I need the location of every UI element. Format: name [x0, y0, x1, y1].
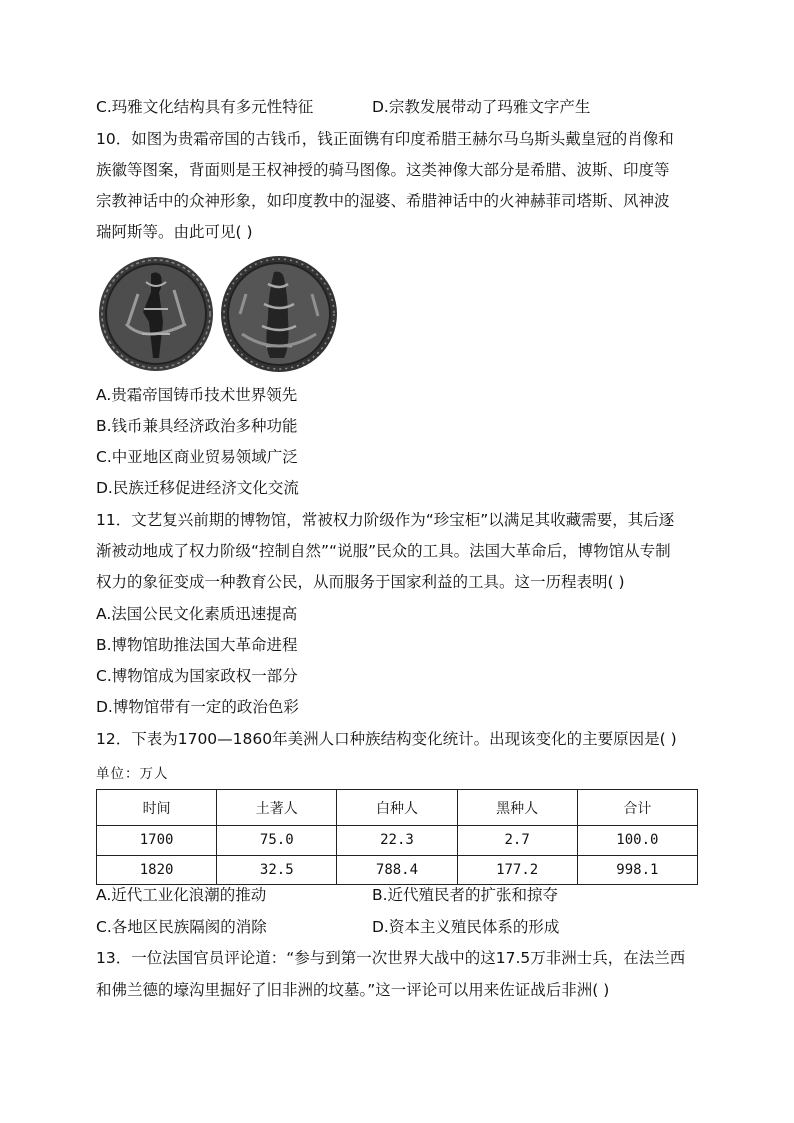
q10-option-c: C.中亚地区商业贸易领域广泛 — [96, 448, 298, 466]
q11-stem-line-3: 权力的象征变成一种教育公民，从而服务于国家利益的工具。这一历程表明( ) — [96, 573, 625, 591]
table-header: 土著人 — [217, 790, 337, 826]
table-cell: 22.3 — [337, 826, 457, 855]
table-cell: 1700 — [97, 826, 217, 855]
table-header: 白种人 — [337, 790, 457, 826]
q10-stem-line-3: 宗教神话中的众神形象，如印度教中的湿婆、希腊神话中的火神赫菲司塔斯、风神波 — [96, 192, 670, 210]
q11-option-c: C.博物馆成为国家政权一部分 — [96, 667, 298, 685]
coin-reverse — [221, 256, 337, 372]
q11-stem-line-2: 渐被动地成了权力阶级“控制自然”“说服”民众的工具。法国大革命后，博物馆从专制 — [96, 542, 671, 560]
table-row — [97, 826, 698, 855]
q10-stem-line-2: 族徽等图案，背面则是王权神授的骑马图像。这类神像大部分是希腊、波斯、印度等 — [96, 161, 670, 179]
table-cell: 998.1 — [577, 855, 697, 884]
q12-option-d: D.资本主义殖民体系的形成 — [372, 918, 560, 936]
q12-unit-label: 单位：万人 — [96, 766, 169, 782]
table-cell: 177.2 — [457, 855, 577, 884]
table-header: 黑种人 — [457, 790, 577, 826]
q13-stem-line-1: 13．一位法国官员评论道：“参与到第一次世界大战中的这17.5万非洲士兵，在法兰西 — [96, 949, 686, 967]
q10-option-a: A.贵霜帝国铸币技术世界领先 — [96, 386, 298, 404]
q9-option-d: D.宗教发展带动了玛雅文字产生 — [372, 98, 591, 116]
q10-stem-line-4: 瑞阿斯等。由此可见( ) — [96, 223, 253, 241]
table-header-row — [97, 790, 698, 826]
q11-option-a: A.法国公民文化素质迅速提高 — [96, 605, 298, 623]
table-cell: 75.0 — [217, 826, 337, 855]
coin-obverse — [99, 257, 213, 371]
q10-stem-line-1: 10．如图为贵霜帝国的古钱币，钱正面镌有印度希腊王赫尔马乌斯头戴皇冠的肖像和 — [96, 130, 674, 148]
table-header: 合计 — [577, 790, 697, 826]
q11-option-d: D.博物馆带有一定的政治色彩 — [96, 698, 299, 716]
q9-option-c: C.玛雅文化结构具有多元性特征 — [96, 98, 314, 116]
q11-option-b: B.博物馆助推法国大革命进程 — [96, 636, 298, 654]
q12-option-b: B.近代殖民者的扩张和掠夺 — [372, 886, 559, 904]
q13-stem-line-2: 和佛兰德的壕沟里掘好了旧非洲的坟墓。”这一评论可以用来佐证战后非洲( ) — [96, 981, 610, 999]
table-cell: 2.7 — [457, 826, 577, 855]
q12-option-a: A.近代工业化浪潮的推动 — [96, 886, 267, 904]
table-row — [97, 855, 698, 884]
table-cell: 32.5 — [217, 855, 337, 884]
q12-option-c: C.各地区民族隔阂的消除 — [96, 918, 267, 936]
table-cell: 788.4 — [337, 855, 457, 884]
table-cell: 1820 — [97, 855, 217, 884]
population-table — [96, 789, 698, 885]
q11-stem-line-1: 11．文艺复兴前期的博物馆，常被权力阶级作为“珍宝柜”以满足其收藏需要，其后逐 — [96, 511, 675, 529]
kushan-coins-image — [96, 254, 342, 376]
table-cell: 100.0 — [577, 826, 697, 855]
q10-option-d: D.民族迁移促进经济文化交流 — [96, 479, 299, 497]
q10-option-b: B.钱币兼具经济政治多种功能 — [96, 417, 298, 435]
table-header: 时间 — [97, 790, 217, 826]
q12-stem: 12．下表为1700—1860年美洲人口种族结构变化统计。出现该变化的主要原因是( ) — [96, 730, 677, 748]
